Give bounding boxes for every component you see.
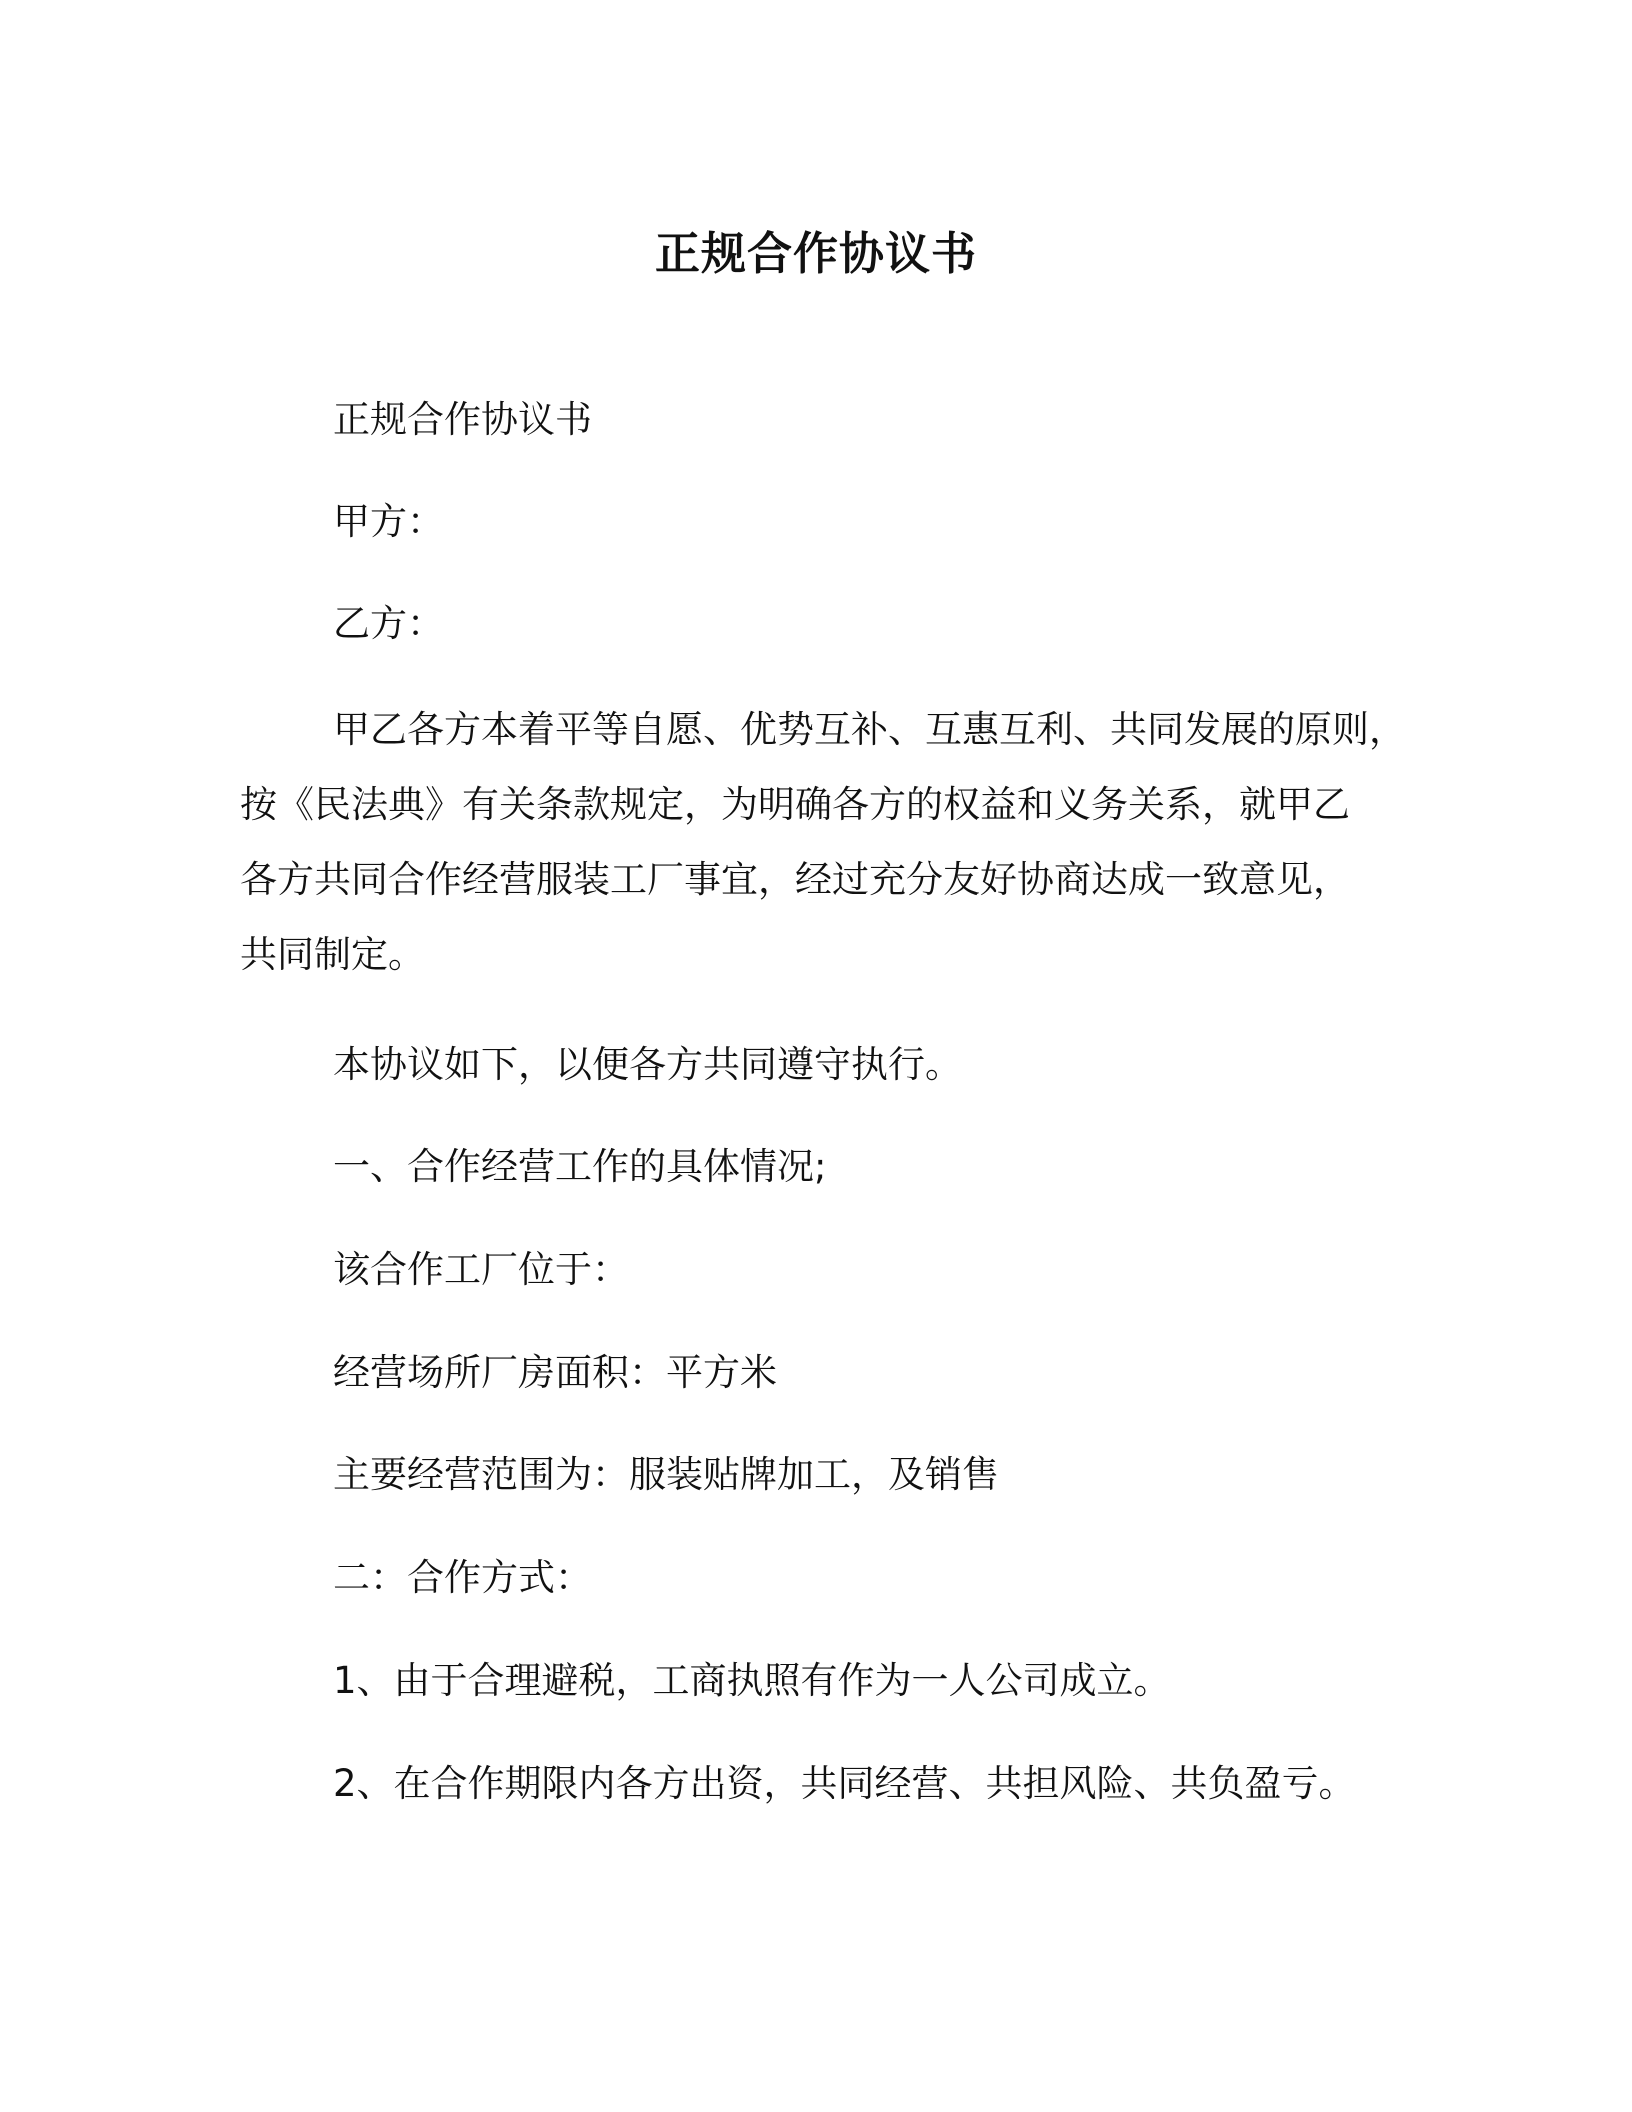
preamble-line: 按《民法典》有关条款规定，为明确各方的权益和义务关系，就甲乙 bbox=[240, 783, 1350, 826]
preamble-line: 共同制定。 bbox=[240, 933, 425, 976]
document-heading: 正规合作协议书 bbox=[333, 398, 592, 441]
preamble-line: 甲乙各方本着平等自愿、优势互补、互惠互利、共同发展的原则， bbox=[333, 708, 1406, 751]
party-b-label: 乙方： bbox=[333, 602, 444, 645]
business-scope: 主要经营范围为：服装贴牌加工，及销售 bbox=[333, 1453, 999, 1496]
preamble-paragraph bbox=[240, 705, 1420, 1005]
cooperation-item-2: 2、在合作期限内各方出资，共同经营、共担风险、共负盈亏。 bbox=[333, 1762, 1356, 1805]
cooperation-item-1: 1、由于合理避税，工商执照有作为一人公司成立。 bbox=[333, 1659, 1171, 1702]
document-title: 正规合作协议书 bbox=[654, 227, 977, 280]
section-1-title: 一、合作经营工作的具体情况; bbox=[333, 1145, 827, 1188]
agreement-intro: 本协议如下，以便各方共同遵守执行。 bbox=[333, 1043, 962, 1086]
section-2-title: 二：合作方式： bbox=[333, 1556, 592, 1599]
factory-location: 该合作工厂位于： bbox=[333, 1248, 629, 1291]
factory-area: 经营场所厂房面积：平方米 bbox=[333, 1351, 777, 1394]
party-a-label: 甲方： bbox=[333, 500, 444, 543]
preamble-line: 各方共同合作经营服装工厂事宜，经过充分友好协商达成一致意见， bbox=[240, 858, 1350, 901]
